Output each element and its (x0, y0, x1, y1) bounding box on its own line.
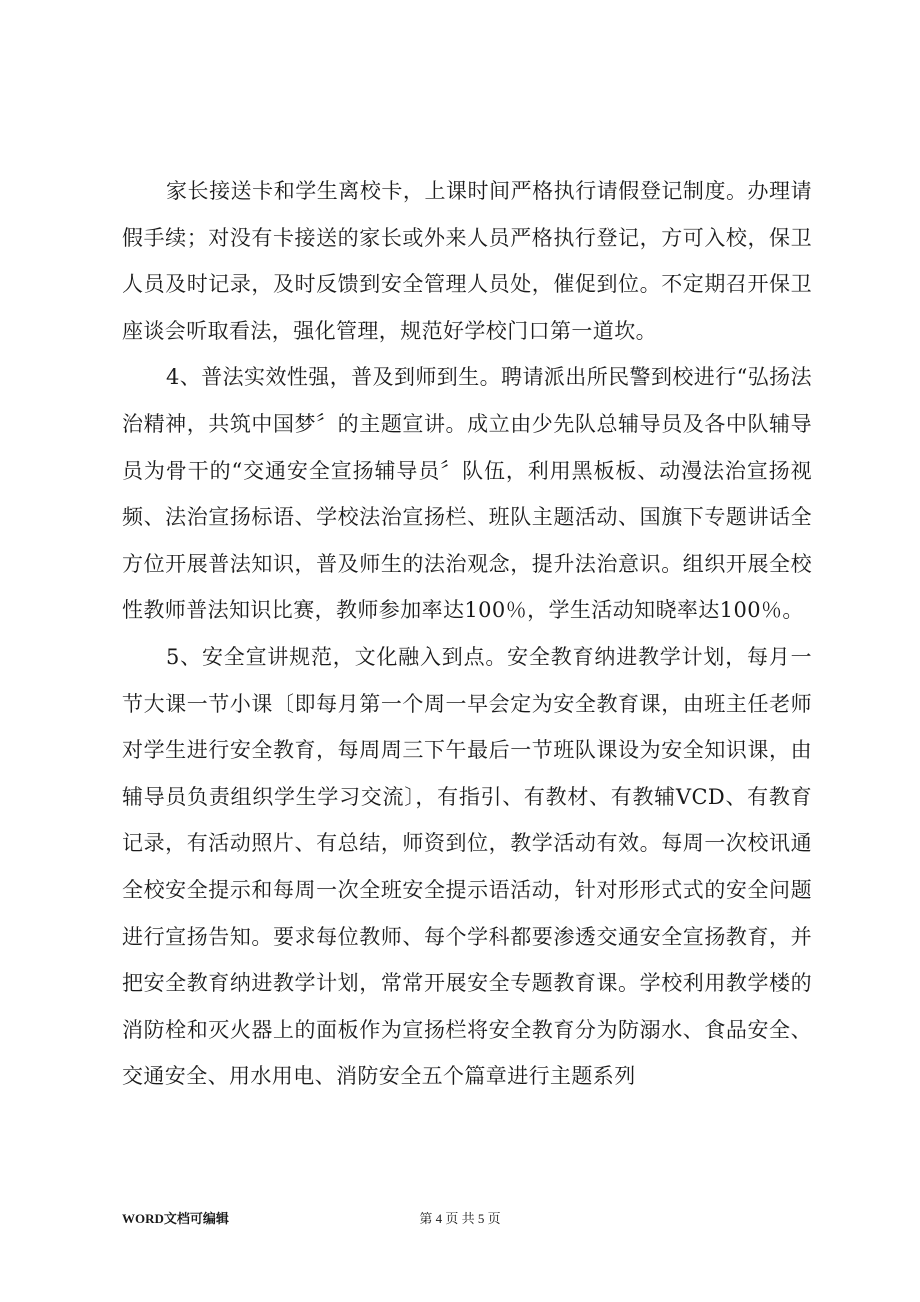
paragraph-2: 4、普法实效性强，普及到师到生。聘请派出所民警到校进行“弘扬法治精神，共筑中国梦〞的主题宣讲。成立由少先队总辅导员及各中队辅导员为骨干的“交通安全宣扬辅导员〞队伍，利用黑板板、动漫法治宣扬视频、法治宣扬标语、学校法治宣扬栏、班队主题活动、国旗下专题讲话全方位开展普法知识，普及师生的法治观念，提升法治意识。组织开展全校性教师普法知识比赛，教师参加率达100％，学生活动知晓率达100％。 (122, 365, 812, 623)
page-footer (0, 1208, 920, 1228)
document-body (122, 168, 812, 1100)
paragraph-1: 家长接送卡和学生离校卡，上课时间严格执行请假登记制度。办理请假手续；对没有卡接送的家长或外来人员严格执行登记，方可入校，保卫人员及时记录，及时反馈到安全管理人员处，催促到位。不定期召开保卫座谈会听取看法，强化管理，规范好学校门口第一道坎。 (122, 179, 812, 343)
paragraph-3: 5、安全宣讲规范，文化融入到点。安全教育纳进教学计划，每月一节大课一节小课〔即每月第一个周一早会定为安全教育课，由班主任老师对学生进行安全教育，每周周三下午最后一节班队课设为安全知识课，由辅导员负责组织学生学习交流〕，有指引、有教材、有教辅VCD、有教育记录，有活动照片、有总结，师资到位，教学活动有效。每周一次校讯通全校安全提示和每周一次全班安全提示语活动，针对形形式式的安全问题进行宣扬告知。要求每位教师、每个学科都要渗透交通安全宣扬教育，并把安全教育纳进教学计划，常常开展安全专题教育课。学校利用教学楼的消防栓和灭火器上的面板作为宣扬栏将安全教育分为防溺水、食品安全、交通安全、用水用电、消防安全五个篇章进行主题系列 (122, 644, 812, 1089)
footer-doc-label: WORD文档可编辑 (122, 1211, 229, 1226)
footer-page-number: 第 4 页 共 5 页 (419, 1211, 501, 1226)
